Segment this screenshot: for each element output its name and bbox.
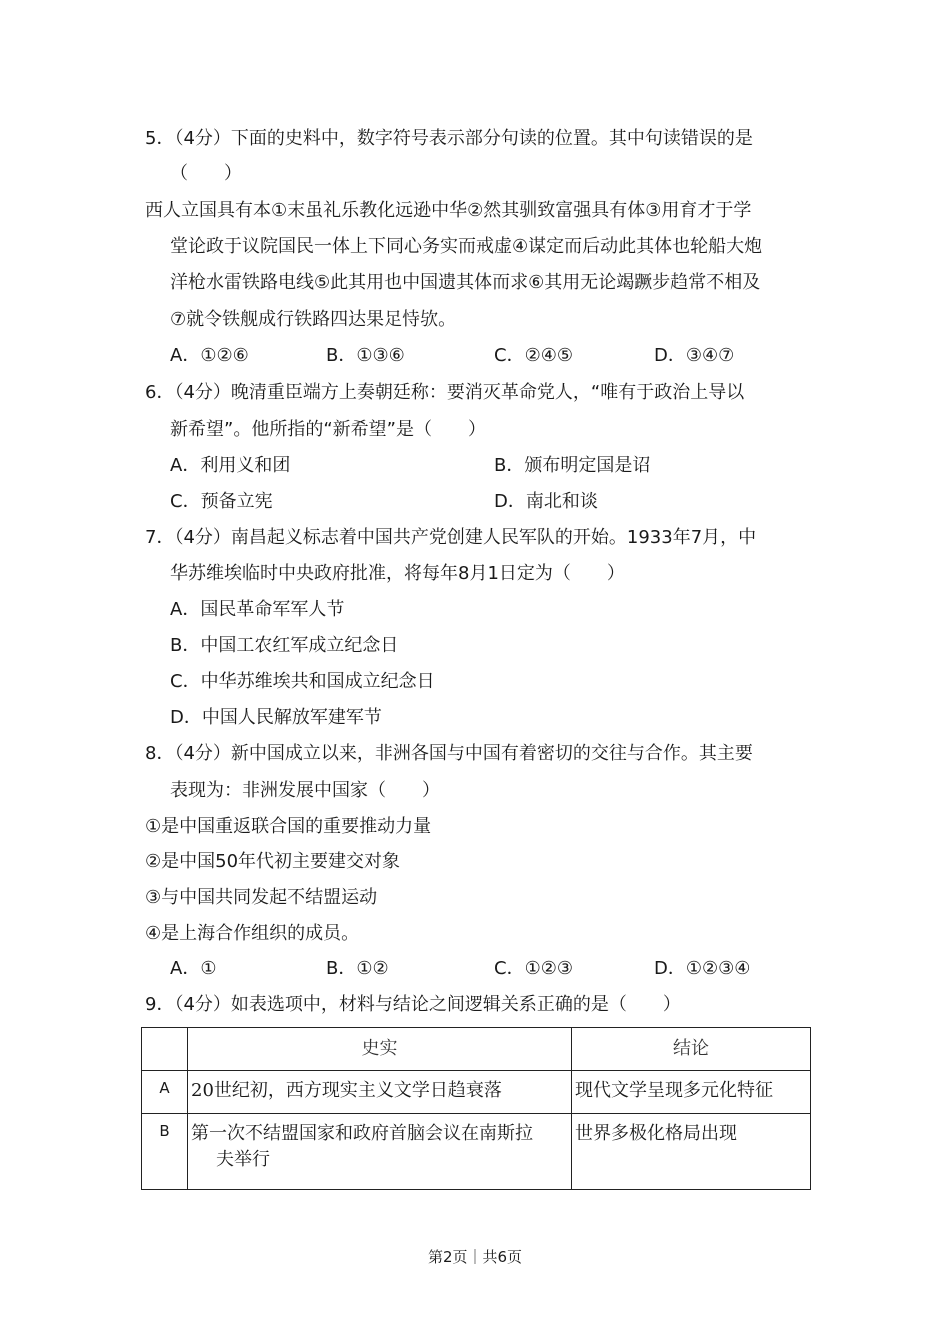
q8-stem-line1: 8．（4分）新中国成立以来，非洲各国与中国有着密切的交往与合作。其主要 [145,743,753,764]
q6-stem-line1: 6．（4分）晚清重臣端方上奏朝廷称：要消灭革命党人，“唯有于政治上导以 [145,382,745,403]
q6-stem-line2: 新希望”。他所指的“新希望”是（ ） [170,419,486,440]
q8-option-a[interactable]: A．① [170,958,217,979]
page-footer: 第2页｜共6页 [427,1248,523,1266]
q7-option-c[interactable]: C．中华苏维埃共和国成立纪念日 [170,671,435,692]
q8-option-b[interactable]: B．①② [326,958,389,979]
q7-option-b[interactable]: B．中国工农红军成立纪念日 [170,635,399,656]
q6-option-b[interactable]: B．颁布明定国是诏 [494,455,651,476]
q5-option-c[interactable]: C．②④⑤ [494,345,573,366]
table-row-conclusion: 世界多极化格局出现 [575,1123,737,1144]
q8-statement-1: ①是中国重返联合国的重要推动力量 [145,816,432,837]
q5-material-line3: 洋枪水雷铁路电线⑤此其用也中国遗其体而求⑥其用无论竭蹶步趋常不相及 [170,272,761,293]
table-row-conclusion: 现代文学呈现多元化特征 [575,1080,773,1101]
q6-option-c[interactable]: C．预备立宪 [170,491,273,512]
q8-statement-3: ③与中国共同发起不结盟运动 [145,887,378,908]
q7-stem-line2: 华苏维埃临时中央政府批准，将每年8月1日定为（ ） [170,563,625,584]
q7-stem-line1: 7．（4分）南昌起义标志着中国共产党创建人民军队的开始。1933年7月，中 [145,527,757,548]
q5-material-line1: 西人立国具有本①末虽礼乐教化远逊中华②然其驯致富强具有体③用育才于学 [145,200,752,221]
q5-option-d[interactable]: D．③④⑦ [654,345,735,366]
table-row [142,1114,811,1190]
table-header-conclusion: 结论 [572,1028,811,1071]
q5-stem-line2: （ ） [170,163,242,184]
q7-option-d[interactable]: D．中国人民解放军建军节 [170,707,382,728]
table-row [142,1071,811,1114]
q5-stem-line1: 5．（4分）下面的史料中，数字符号表示部分句读的位置。其中句读错误的是 [145,128,753,149]
q8-option-c[interactable]: C．①②③ [494,958,573,979]
table-row-label[interactable]: B [142,1114,188,1190]
q5-option-b[interactable]: B．①③⑥ [326,345,405,366]
q6-option-a[interactable]: A．利用义和团 [170,455,291,476]
q8-stem-line2: 表现为：非洲发展中国家（ ） [170,780,440,801]
table-row-fact-continued: 夫举行 [216,1149,270,1170]
table-row-fact: 20世纪初，西方现实主义文学日趋衰落 [191,1080,502,1101]
q8-statement-4: ④是上海合作组织的成员。 [145,923,360,944]
table-row-label[interactable]: A [142,1071,188,1114]
q6-option-d[interactable]: D．南北和谈 [494,491,598,512]
q5-material-line2: 堂论政于议院国民一体上下同心务实而戒虚④谋定而后动此其体也轮船大炮 [170,236,763,257]
table-header-blank [142,1028,188,1071]
q8-statement-2: ②是中国50年代初主要建交对象 [145,851,401,872]
table-header-fact: 史实 [188,1028,572,1071]
q5-option-a[interactable]: A．①②⑥ [170,345,249,366]
q7-option-a[interactable]: A．国民革命军军人节 [170,599,345,620]
table-row-fact: 第一次不结盟国家和政府首脑会议在南斯拉 [191,1123,533,1144]
q5-material-line4: ⑦就令铁舰成行铁路四达果足恃欤。 [170,309,457,330]
q8-option-d[interactable]: D．①②③④ [654,958,751,979]
q9-stem: 9．（4分）如表选项中，材料与结论之间逻辑关系正确的是（ ） [145,994,681,1015]
q9-table [141,1027,811,1190]
table-header-row [142,1028,811,1071]
